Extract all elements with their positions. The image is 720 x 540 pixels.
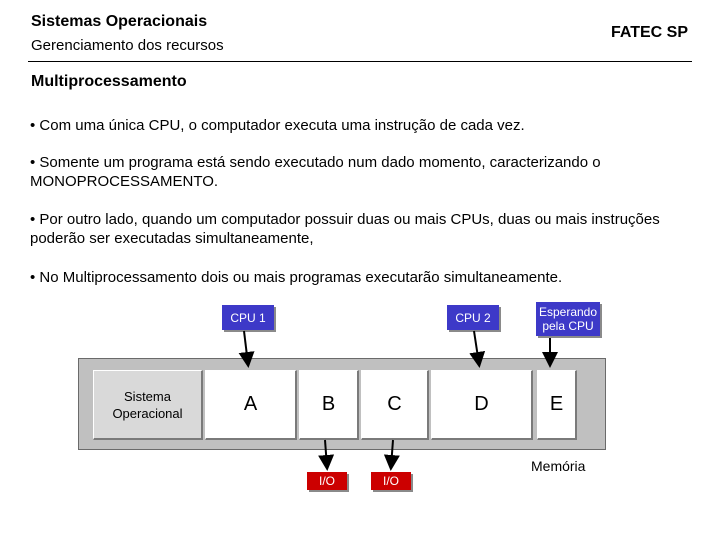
cpu1-label: CPU 1 xyxy=(222,305,274,330)
cpu2-label: CPU 2 xyxy=(447,305,499,330)
section-title: Multiprocessamento xyxy=(31,73,187,90)
header-subtitle: Gerenciamento dos recursos xyxy=(31,37,224,54)
memory-slot-a: A xyxy=(205,370,297,440)
bullet-4: • No Multiprocessamento dois ou mais programas executarão simultaneamente. xyxy=(30,269,563,286)
io-label-2: I/O xyxy=(371,472,411,490)
memory-slot-b: B xyxy=(299,370,359,440)
io-label-1: I/O xyxy=(307,472,347,490)
bullet-2: • Somente um programa está sendo executado num dado momento, caracterizando o MONOPROCESSAMENTO. xyxy=(30,154,601,190)
bullet-3: • Por outro lado, quando um computador possuir duas ou mais CPUs, duas ou mais instruções poderão ser executadas simultaneamente, xyxy=(30,211,660,247)
memory-label: Memória xyxy=(531,458,586,474)
header-org: FATEC SP xyxy=(610,24,688,41)
memory-slot-c: C xyxy=(361,370,429,440)
memory-slot-d: D xyxy=(431,370,533,440)
waiting-label: Esperando pela CPU xyxy=(536,302,600,336)
header-title: Sistemas Operacionais xyxy=(31,13,208,30)
memory-slot-e: E xyxy=(537,370,577,440)
bullet-1: • Com uma única CPU, o computador executa uma instrução de cada vez. xyxy=(30,117,525,134)
memory-slot-os: Sistema Operacional xyxy=(93,370,203,440)
header-divider xyxy=(28,61,692,62)
